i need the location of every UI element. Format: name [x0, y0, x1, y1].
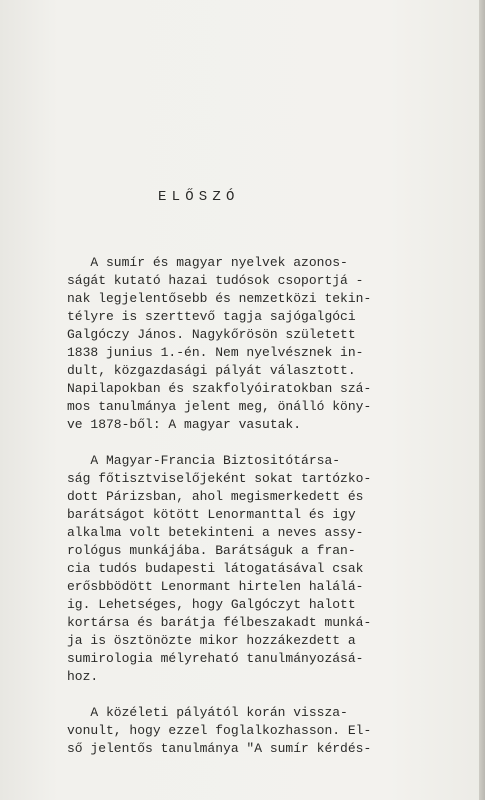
- text-line: Galgóczy János. Nagykőrösön született: [67, 327, 356, 342]
- text-line: barátságot kötött Lenormanttal és igy: [67, 507, 356, 522]
- text-line: nak legjelentősebb és nemzetközi tekin-: [67, 291, 372, 306]
- text-line: ság főtisztviselőjeként sokat tartózko-: [67, 471, 372, 486]
- text-line: dult, közgazdasági pályát választott.: [67, 363, 356, 378]
- text-line: ságát kutató hazai tudósok csoportjá -: [67, 273, 364, 288]
- text-line: A közéleti pályától korán vissza-: [67, 705, 348, 720]
- text-line: mos tanulmánya jelent meg, önálló köny-: [67, 399, 372, 414]
- text-line: vonult, hogy ezzel foglalkozhasson. El-: [67, 723, 372, 738]
- text-line: sumirologia mélyreható tanulmányozásá-: [67, 651, 364, 666]
- text-line: ig. Lehetséges, hogy Galgóczyt halott: [67, 597, 356, 612]
- text-line: A Magyar-Francia Biztositótársa-: [67, 453, 341, 468]
- text-line: kortársa és barátja félbeszakadt munká-: [67, 615, 372, 630]
- page-title: ELŐSZÓ: [158, 189, 240, 205]
- text-line: ve 1878-ből: A magyar vasutak.: [67, 417, 302, 432]
- page-edge-shadow: [479, 0, 485, 800]
- text-line: 1838 junius 1.-én. Nem nyelvésznek in-: [67, 345, 364, 360]
- text-line: cia tudós budapesti látogatásával csak: [67, 561, 364, 576]
- text-line: ja is ösztönözte mikor hozzákezdett a: [67, 633, 356, 648]
- text-line: hoz.: [67, 669, 99, 684]
- text-line: A sumír és magyar nyelvek azonos-: [67, 255, 348, 270]
- text-line: Napilapokban és szakfolyóiratokban szá-: [67, 381, 372, 396]
- text-line: alkalma volt betekinteni a neves assy-: [67, 525, 364, 540]
- text-line: erősbbödött Lenormant hirtelen halálá-: [67, 579, 364, 594]
- text-line: rológus munkájába. Barátságuk a fran-: [67, 543, 356, 558]
- text-line: ső jelentős tanulmánya "A sumír kérdés-: [67, 741, 372, 756]
- text-line: dott Párizsban, ahol megismerkedett és: [67, 489, 364, 504]
- text-line: télyre is szerttevő tagja sajógalgóci: [67, 309, 356, 324]
